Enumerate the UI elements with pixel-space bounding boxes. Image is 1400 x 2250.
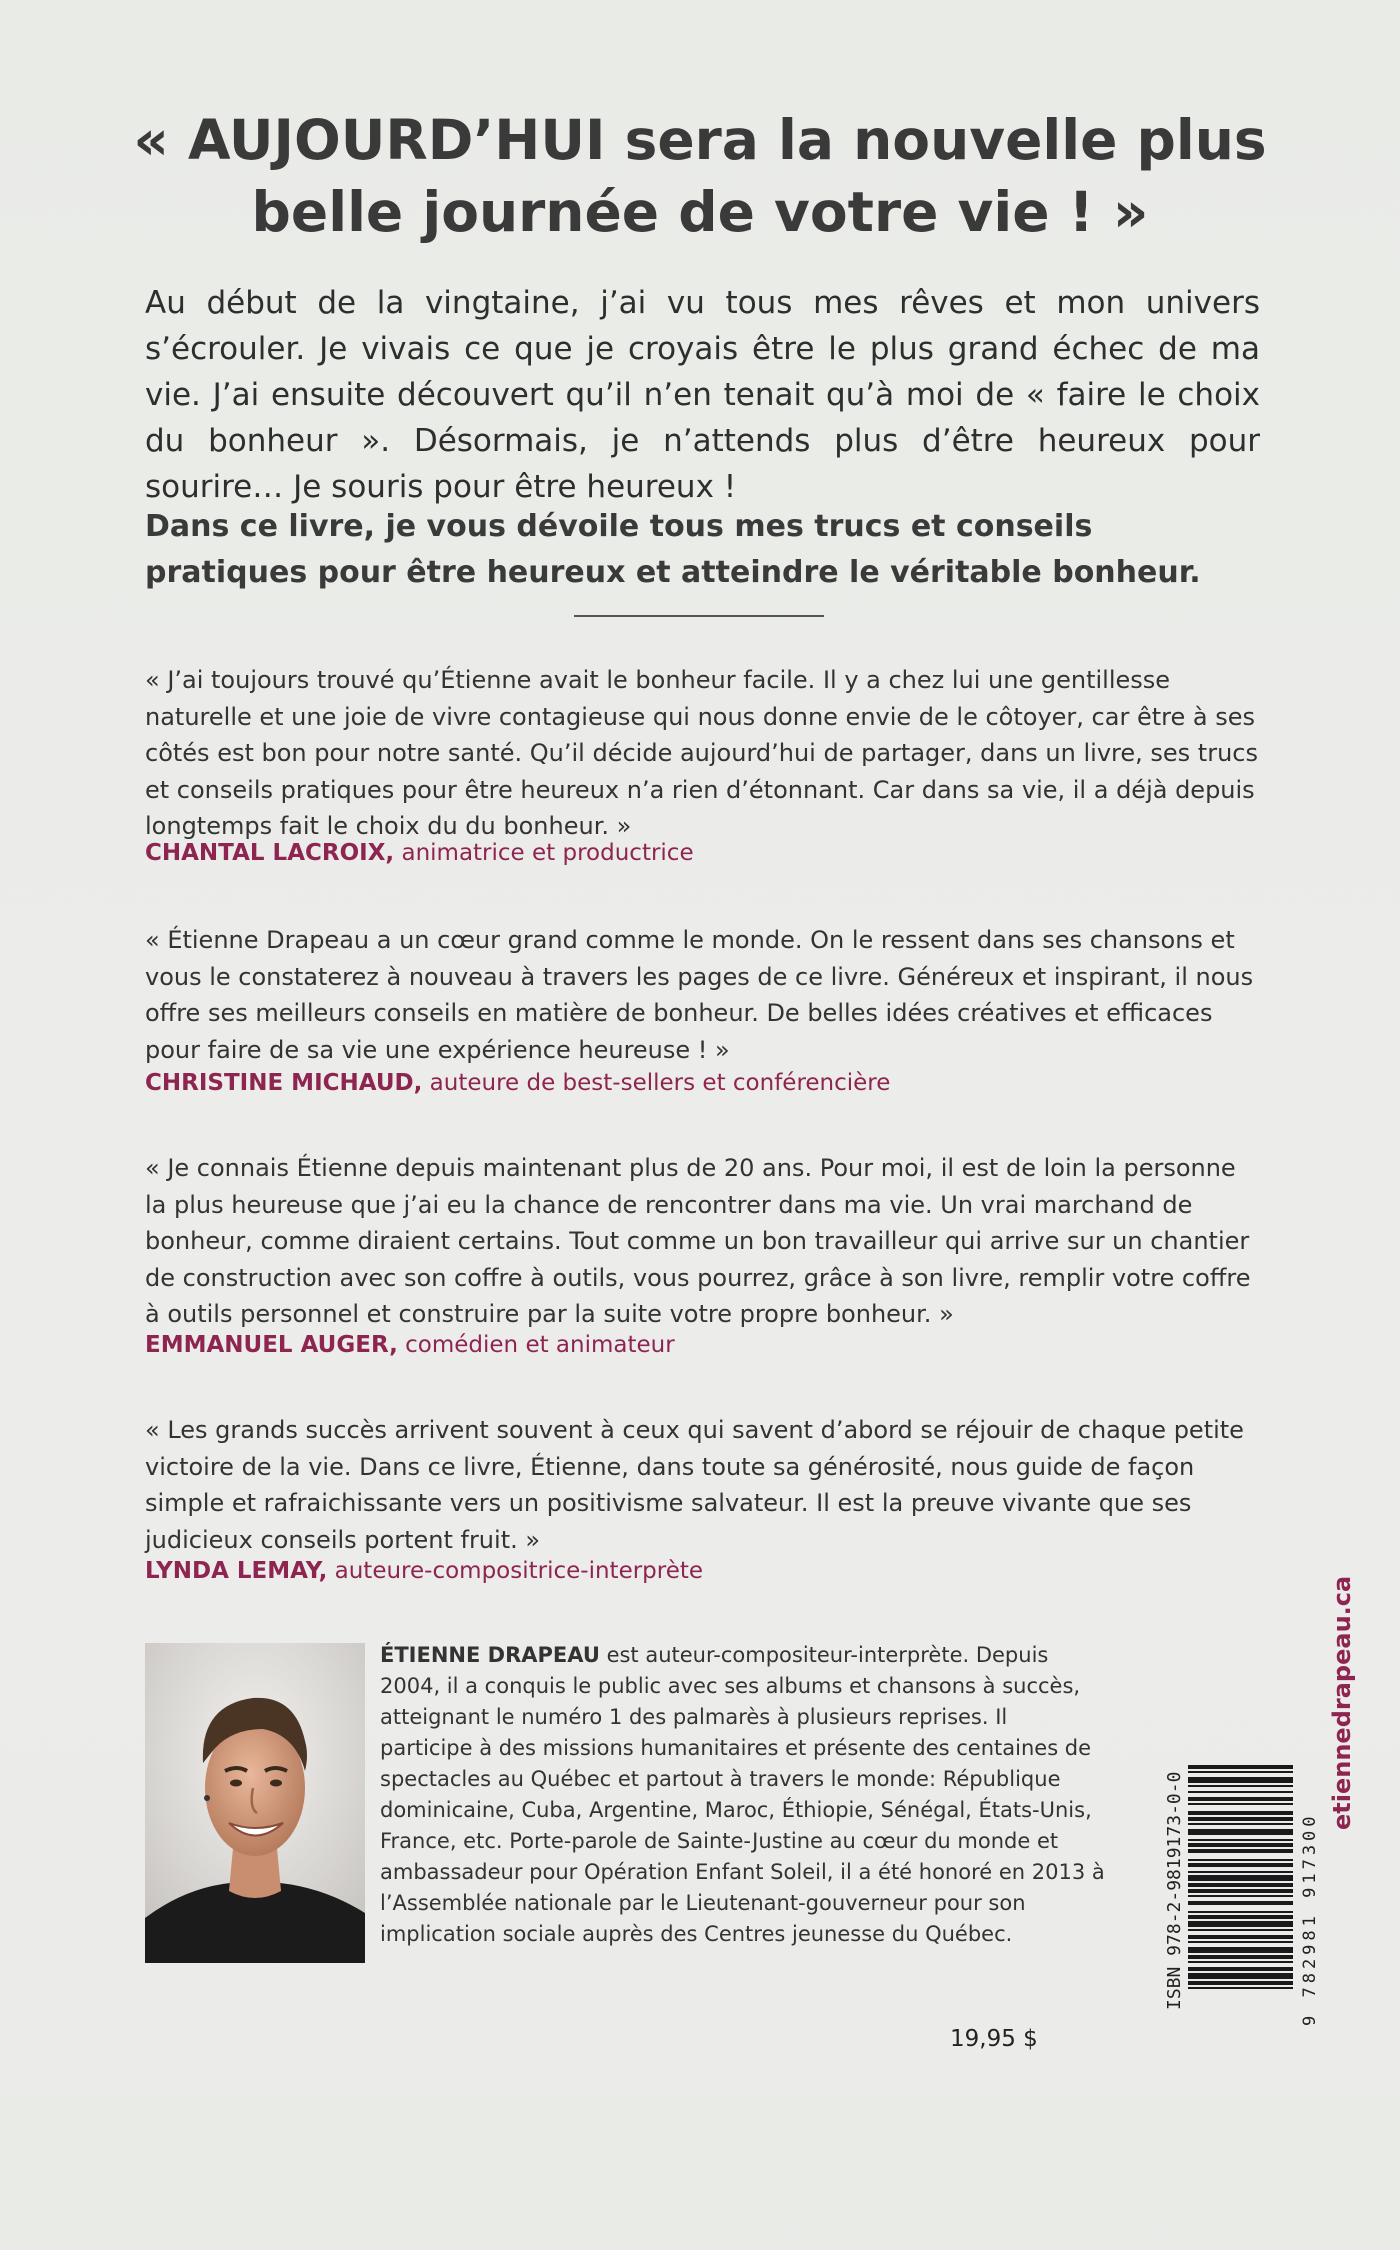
testimonial-quote-1: « J’ai toujours trouvé qu’Étienne avait le bonheur facile. Il y a chez lui une gentillesse naturelle et une joie de vivre contagieuse qui nous donne envie de le côtoyer, car être à ses côtés est bon pour notre santé. Qu’il décide aujourd’hui de partager, dans un livre, ses trucs et conseils pratiques pour être heureux n’a rien d’étonnant. Car dans sa vie, il a déjà depuis longtemps fait le choix du du bonheur. » bbox=[145, 666, 1258, 840]
barcode-bar bbox=[1188, 1941, 1293, 1943]
barcode-bar bbox=[1188, 1935, 1293, 1939]
author-bio-text: est auteur-compositeur-interprète. Depuis 2004, il a conquis le public avec ses albums et chansons à succès, atteignant le numéro 1 des palmarès à plusieurs reprises. Il participe à des missions humanitaires et présente des centaines de spectacles au Québec et partout à travers le monde: République dominicaine, Cuba, Argentine, Maroc, Éthiopie, Sénégal, États-Unis, France, etc. Porte-parole de Sainte-Justine au cœur du monde et ambassadeur pour Opération Enfant Soleil, il a été honoré en 2013 à l’Assemblée nationale par le Lieutenant-gouverneur pour son implication sociale auprès des Centres jeunesse du Québec. bbox=[380, 1643, 1105, 1946]
barcode-bar bbox=[1188, 1901, 1293, 1905]
barcode-bar bbox=[1188, 1777, 1293, 1783]
barcode-bar bbox=[1188, 1883, 1293, 1887]
barcode-bars bbox=[1188, 1765, 1293, 1989]
testimonial-quote-4: « Les grands succès arrivent souvent à ceux qui savent d’abord se réjouir de chaque petite victoire de la vie. Dans ce livre, Étienne, dans toute sa générosité, nous guide de façon simple et rafraichissante vers un positivisme salvateur. Il est la preuve vivante que ses judicieux conseils portent fruit. » bbox=[145, 1416, 1244, 1554]
barcode-bar bbox=[1188, 1823, 1293, 1825]
publisher-website bbox=[1328, 1510, 1358, 1830]
barcode-bar bbox=[1188, 1765, 1293, 1769]
barcode-bar bbox=[1188, 1829, 1293, 1835]
barcode-bar bbox=[1188, 1967, 1293, 1971]
intro-paragraph: Au début de la vingtaine, j’ai vu tous mes rêves et mon univers s’écrouler. Je vivais ce que je croyais être le plus grand échec de ma vie. J’ai ensuite découvert qu’il n’en tenait qu’à moi de « faire le choix du bonheur ». Désormais, je n’attends plus d’être heureux pour sourire… Je souris pour être heureux ! bbox=[145, 285, 1260, 505]
testimonial-attribution-2 bbox=[145, 1068, 890, 1098]
testimonial-quote-3: « Je connais Étienne depuis maintenant plus de 20 ans. Pour moi, il est de loin la personne la plus heureuse que j’ai eu la chance de rencontrer dans ma vie. Un vrai marchand de bonheur, comme diraient certains. Tout comme un bon travailleur qui arrive sur un chantier de construction avec son coffre à outils, vous pourrez, grâce à son livre, remplir votre coffre à outils personnel et construire par la suite votre propre bonheur. » bbox=[145, 1154, 1251, 1328]
barcode-bar bbox=[1188, 1915, 1293, 1919]
barcode-bar bbox=[1188, 1839, 1293, 1841]
testimonial-role-4: auteure-compositrice-interprète bbox=[327, 1558, 704, 1584]
section-divider bbox=[574, 615, 824, 617]
author-bio bbox=[380, 1640, 1105, 1950]
author-name: ÉTIENNE DRAPEAU bbox=[380, 1643, 600, 1667]
testimonial-name-2: CHRISTINE MICHAUD, bbox=[145, 1070, 423, 1096]
barcode-bar bbox=[1188, 1771, 1293, 1773]
testimonial-attribution-3 bbox=[145, 1330, 675, 1360]
barcode-bar bbox=[1188, 1911, 1293, 1913]
author-photo bbox=[145, 1643, 365, 1963]
barcode-bar bbox=[1188, 1863, 1293, 1867]
barcode-bar bbox=[1188, 1973, 1293, 1979]
price: 19,95 $ bbox=[950, 2026, 1038, 2052]
barcode-bar bbox=[1188, 1895, 1293, 1897]
barcode-bar bbox=[1188, 1849, 1293, 1853]
testimonial-attribution-4 bbox=[145, 1556, 703, 1586]
barcode-bar bbox=[1188, 1947, 1293, 1953]
barcode-bar bbox=[1188, 1811, 1293, 1815]
testimonial-name-4: LYNDA LEMAY, bbox=[145, 1558, 328, 1584]
barcode-bar bbox=[1188, 1875, 1293, 1881]
barcode-bar bbox=[1188, 1961, 1293, 1963]
headline-line-1: « AUJOURD’HUI sera la nouvelle plus bbox=[133, 108, 1267, 172]
barcode-bar bbox=[1188, 1955, 1293, 1959]
barcode-bar bbox=[1188, 1987, 1293, 1989]
barcode-digits: 9 782981 917300 bbox=[1300, 1812, 1320, 2026]
barcode-bar bbox=[1188, 1817, 1293, 1821]
testimonial-name-1: CHANTAL LACROIX, bbox=[145, 840, 395, 866]
barcode-bar bbox=[1188, 1785, 1293, 1787]
barcode-bar bbox=[1188, 1981, 1293, 1985]
testimonial-role-2: auteure de best-sellers et conférencière bbox=[422, 1070, 891, 1096]
barcode-bar bbox=[1188, 1797, 1293, 1801]
barcode-bar bbox=[1188, 1921, 1293, 1927]
website-text: etiennedrapeau.ca bbox=[1328, 1575, 1356, 1830]
testimonial-name-3: EMMANUEL AUGER, bbox=[145, 1332, 398, 1358]
barcode-bar bbox=[1188, 1929, 1293, 1931]
headline bbox=[0, 104, 1400, 248]
barcode-bar bbox=[1188, 1843, 1293, 1847]
barcode-bar bbox=[1188, 1871, 1293, 1873]
testimonial-role-3: comédien et animateur bbox=[397, 1332, 675, 1358]
barcode-bar bbox=[1188, 1791, 1293, 1793]
headline-line-2: belle journée de votre vie ! » bbox=[251, 180, 1149, 244]
isbn-text: ISBN 978-2-9819173-0-0 bbox=[1164, 1771, 1185, 2010]
barcode-bar bbox=[1188, 1889, 1293, 1893]
barcode-bar bbox=[1188, 1859, 1293, 1861]
intro-bold-paragraph: Dans ce livre, je vous dévoile tous mes trucs et conseils pratiques pour être heureux et atteindre le véritable bonheur. bbox=[145, 509, 1201, 590]
testimonial-role-1: animatrice et productrice bbox=[394, 840, 694, 866]
testimonial-quote-2: « Étienne Drapeau a un cœur grand comme le monde. On le ressent dans ses chansons et vous le constaterez à nouveau à travers les pages de ce livre. Généreux et inspirant, il nous offre ses meilleurs conseils en matière de bonheur. De belles idées créatives et efficaces pour faire de sa vie une expérience heureuse ! » bbox=[145, 926, 1254, 1064]
testimonial-attribution-1 bbox=[145, 838, 694, 868]
barcode-bar bbox=[1188, 1803, 1293, 1805]
